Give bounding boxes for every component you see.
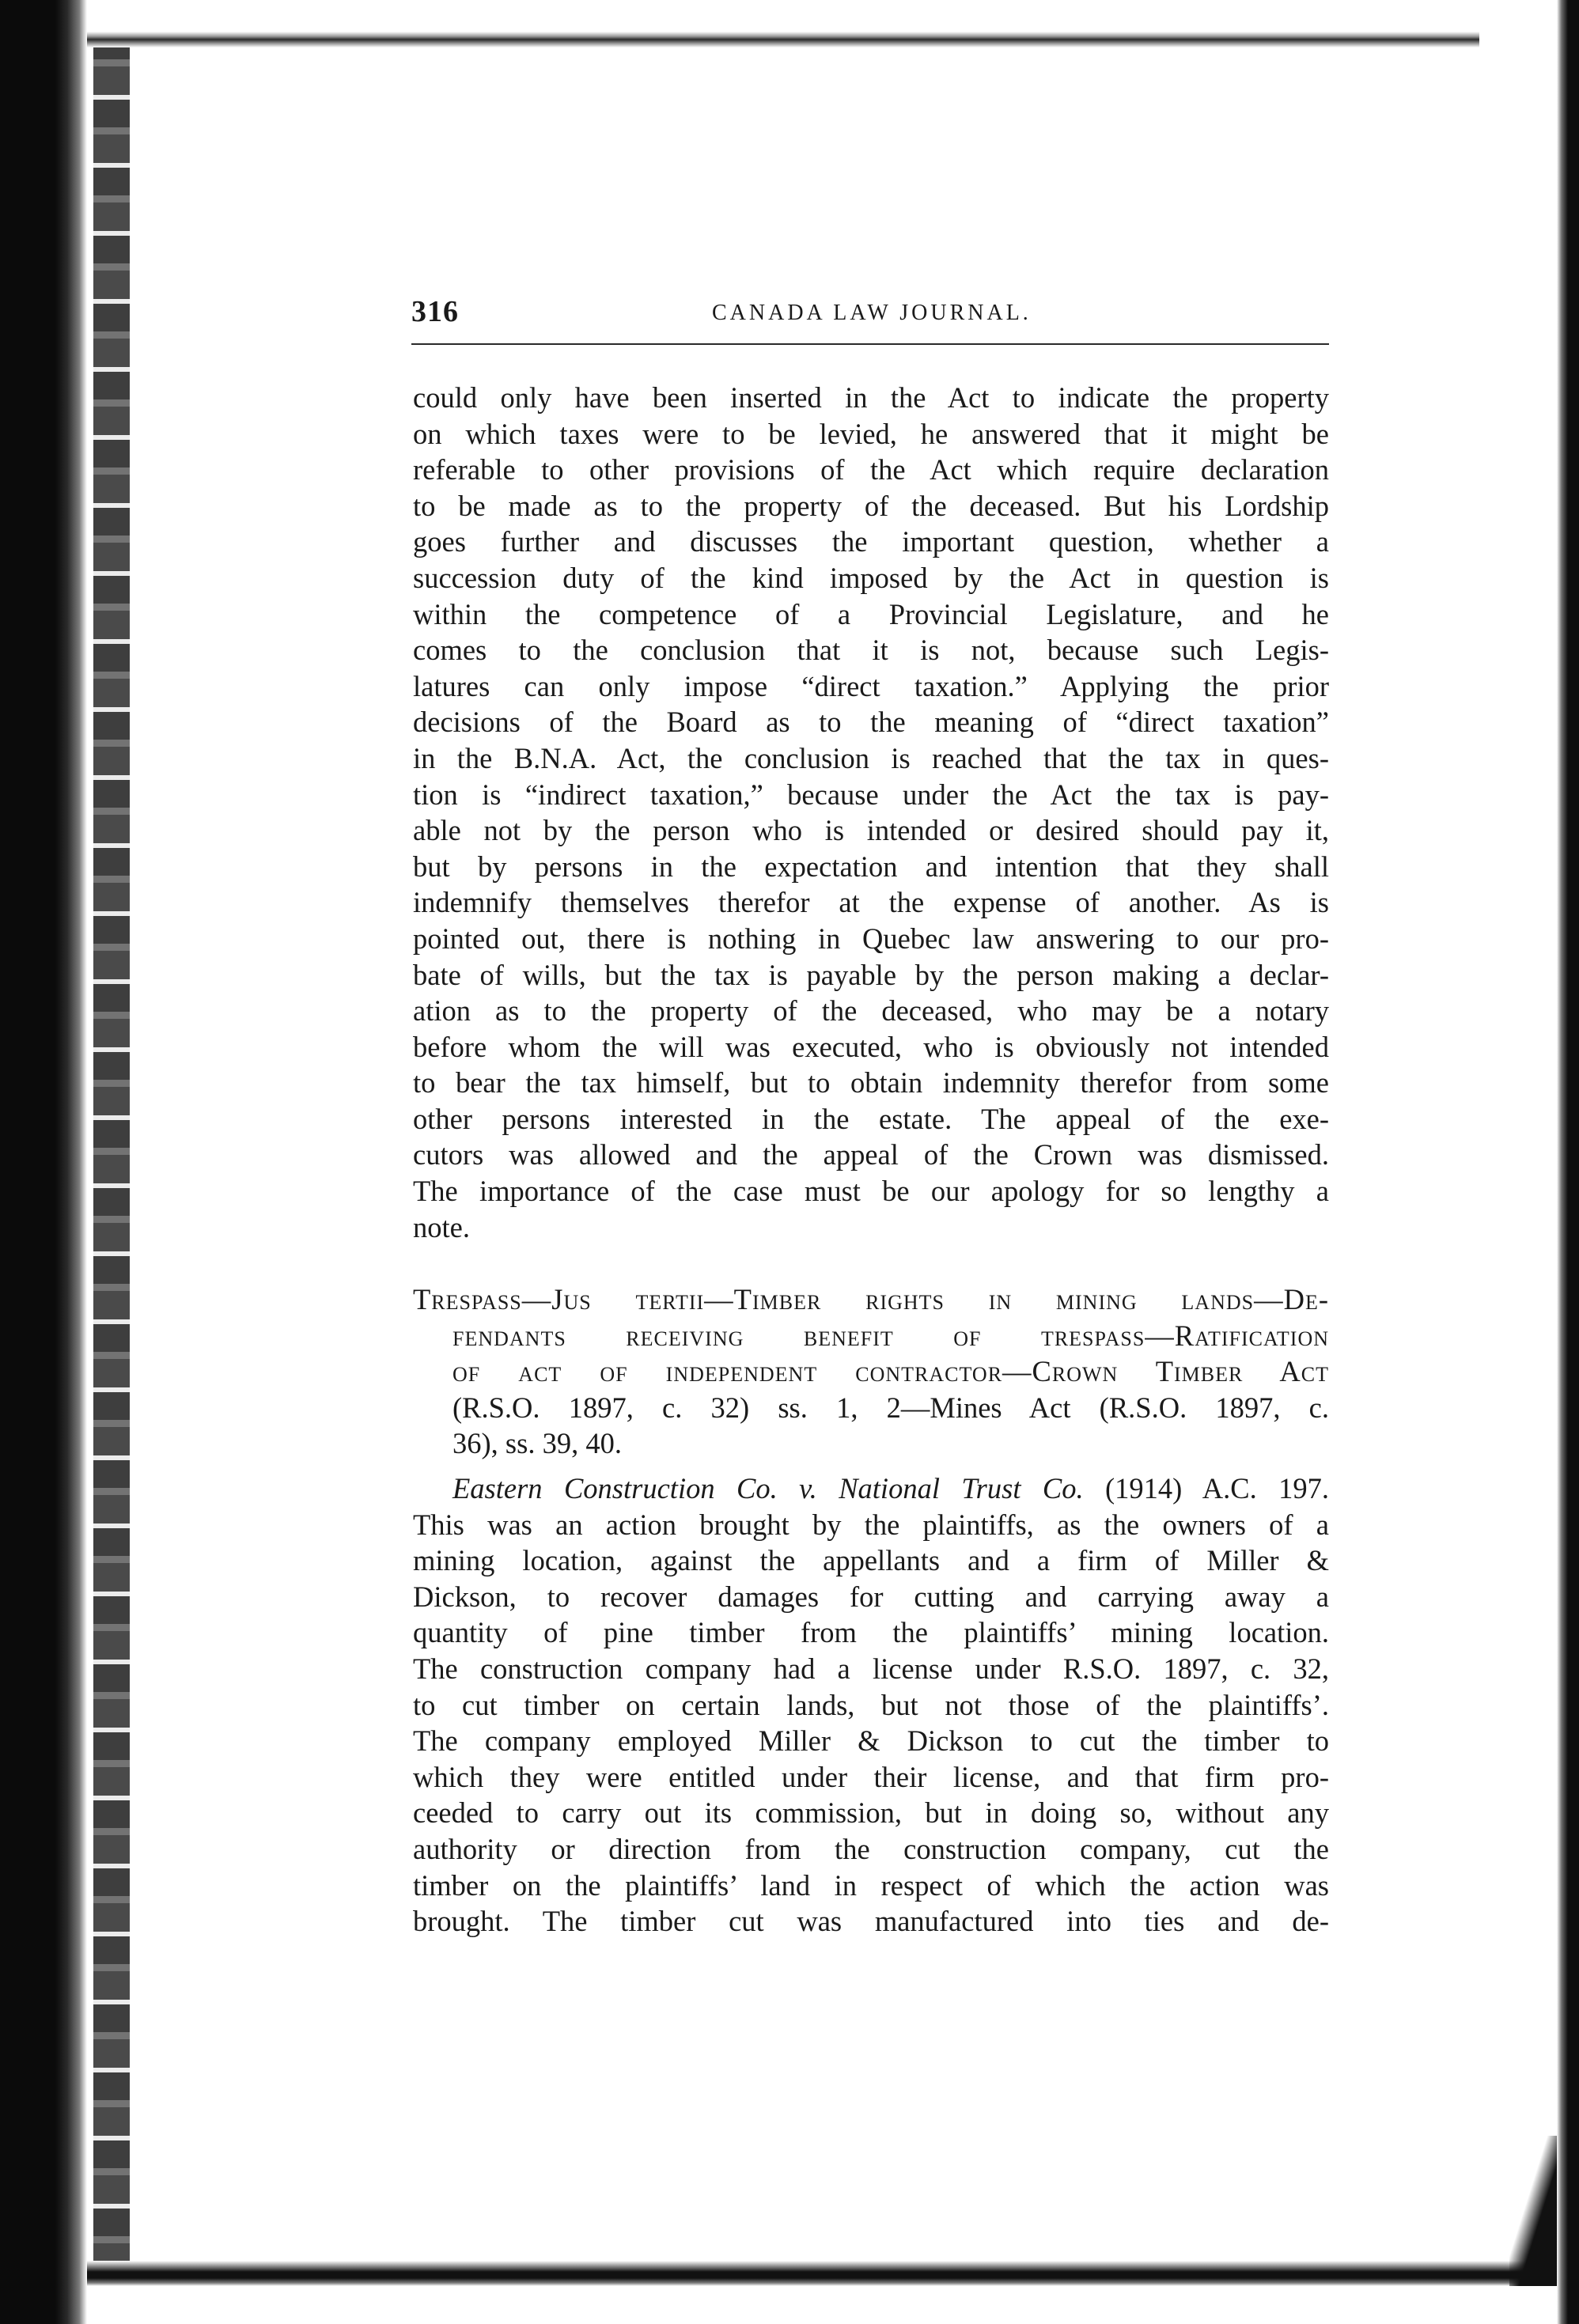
- text-line: on which taxes were to be levied, he answered that it might be: [413, 417, 1329, 450]
- case-citation-ref: (1914) A.C. 197.: [1083, 1472, 1329, 1505]
- text-line: decisions of the Board as to the meaning of “direct taxation”: [413, 706, 1329, 739]
- case-name: Eastern Construction Co. v. National Trust Co.: [452, 1472, 1084, 1505]
- text-line: able not by the person who is intended or desired should pay it,: [413, 814, 1329, 847]
- journal-title: CANADA LAW JOURNAL.: [712, 301, 1032, 325]
- text-line: timber on the plaintiffs’ land in respect of which the action was: [413, 1868, 1329, 1902]
- text-line: succession duty of the kind imposed by the Act in question is: [413, 561, 1329, 594]
- text-line: quantity of pine timber from the plaintiffs’ mining location.: [413, 1616, 1329, 1649]
- text-line: Dickson, to recover damages for cutting and carrying away a: [413, 1580, 1329, 1613]
- text-line: before whom the will was executed, who is obviously not intended: [413, 1030, 1329, 1063]
- text-line: to bear the tax himself, but to obtain indemnity therefor from some: [413, 1066, 1329, 1100]
- text-line: could only have been inserted in the Act to indicate the property: [413, 381, 1329, 414]
- text-line: but by persons in the expectation and intention that they shall: [413, 850, 1329, 883]
- text-line: mining location, against the appellants and a firm of Miller &: [413, 1544, 1329, 1577]
- heading-line: 36), ss. 39, 40.: [452, 1427, 622, 1460]
- text-line: The company employed Miller & Dickson to cut the timber to: [413, 1724, 1329, 1758]
- text-line: goes further and discusses the important question, whether a: [413, 525, 1329, 558]
- heading-line: fendants receiving benefit of trespass—Ratification: [452, 1319, 1329, 1352]
- text-line: comes to the conclusion that it is not, because such Legis-: [413, 634, 1329, 667]
- text-line: pointed out, there is nothing in Quebec law answering to our pro-: [413, 922, 1329, 955]
- text-line: brought. The timber cut was manufactured into ties and de-: [413, 1905, 1329, 1938]
- article-body: [413, 380, 1329, 1245]
- case-citation: [413, 1470, 1329, 1507]
- heading-line: Trespass—Jus tertii—Timber rights in mining lands—De-: [413, 1283, 1329, 1315]
- text-line: bate of wills, but the tax is payable by the person making a declar-: [413, 958, 1329, 991]
- text-line: ation as to the property of the deceased, who may be a notary: [413, 994, 1329, 1028]
- page-number: 316: [411, 295, 459, 328]
- text-line: ceeded to carry out its commission, but in doing so, without any: [413, 1796, 1329, 1830]
- text-line: note.: [413, 1210, 470, 1243]
- text-line: tion is “indirect taxation,” because under the Act the tax is pay-: [413, 778, 1329, 811]
- text-line: to cut timber on certain lands, but not those of the plaintiffs’.: [413, 1688, 1329, 1721]
- case-report: [413, 1470, 1329, 1940]
- header-rule: [411, 343, 1329, 345]
- heading-line: (R.S.O. 1897, c. 32) ss. 1, 2—Mines Act (R.S.O. 1897, c.: [452, 1391, 1329, 1424]
- text-line: The importance of the case must be our apology for so lengthy a: [413, 1175, 1329, 1208]
- text-line: other persons interested in the estate. The appeal of the exe-: [413, 1102, 1329, 1135]
- text-line: authority or direction from the construction company, cut the: [413, 1832, 1329, 1865]
- text-line: indemnify themselves therefor at the expense of another. As is: [413, 886, 1329, 919]
- text-line: cutors was allowed and the appeal of the Crown was dismissed.: [413, 1138, 1329, 1171]
- heading-line: of act of independent contractor—Crown Timber Act: [452, 1355, 1329, 1388]
- text-line: latures can only impose “direct taxation.” Applying the prior: [413, 669, 1329, 702]
- text-line: The construction company had a license under R.S.O. 1897, c. 32,: [413, 1652, 1329, 1685]
- case-heading: [413, 1281, 1329, 1462]
- text-line: This was an action brought by the plaintiffs, as the owners of a: [413, 1508, 1329, 1541]
- text-line: within the competence of a Provincial Legislature, and he: [413, 597, 1329, 630]
- text-line: in the B.N.A. Act, the conclusion is reached that the tax in ques-: [413, 741, 1329, 774]
- text-line: which they were entitled under their license, and that firm pro-: [413, 1760, 1329, 1793]
- text-line: referable to other provisions of the Act which require declaration: [413, 453, 1329, 486]
- text-line: to be made as to the property of the deceased. But his Lordship: [413, 489, 1329, 522]
- running-head: [411, 294, 1329, 342]
